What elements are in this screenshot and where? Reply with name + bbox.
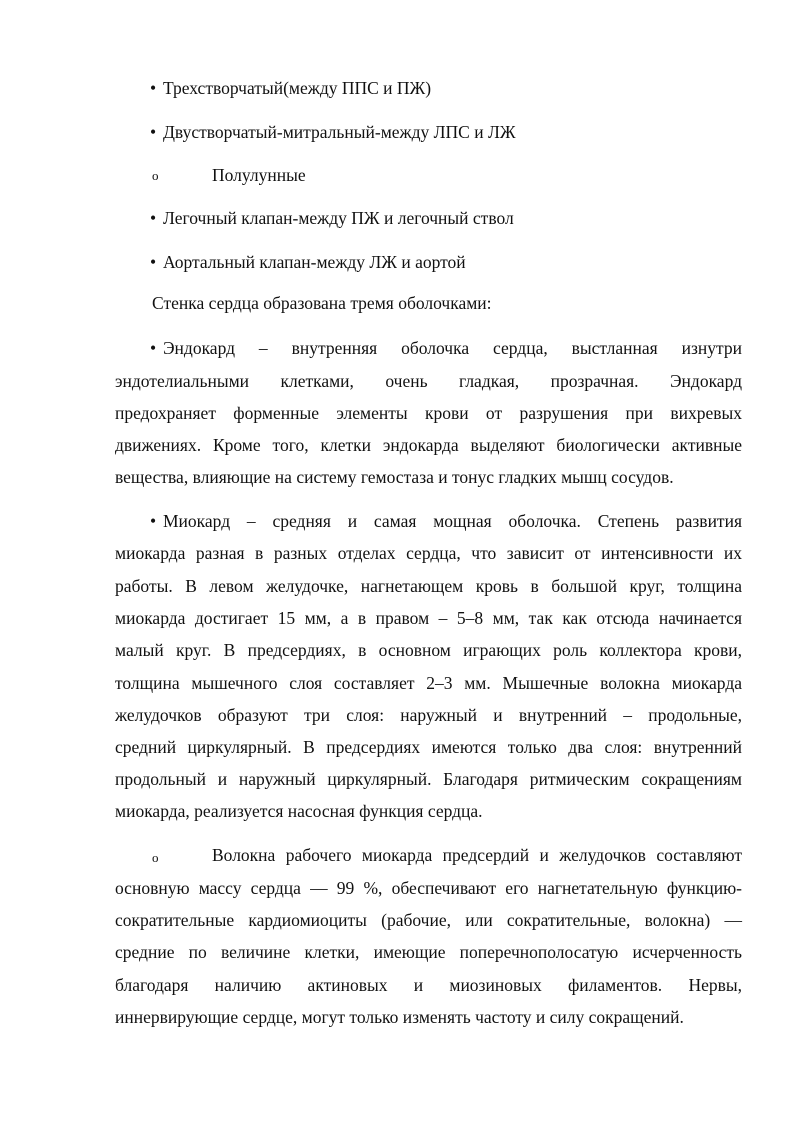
bullet: • xyxy=(150,511,157,531)
bullet: • xyxy=(150,252,157,272)
list-item: Трехстворчатый(между ППС и ПЖ) xyxy=(163,78,432,98)
paragraph-line: малый круг. В предсердиях, в основном играющих роль коллектора крови, xyxy=(115,640,742,660)
bullet: • xyxy=(150,122,157,142)
list-item: Полулунные xyxy=(212,165,306,185)
list-item: Двустворчатый-митральный-между ЛПС и ЛЖ xyxy=(163,122,516,142)
bullet: • xyxy=(150,78,157,98)
paragraph-line: продольный и наружный циркулярный. Благодаря ритмическим сокращениям xyxy=(115,769,742,789)
paragraph-line: вещества, влияющие на систему гемостаза и тонус гладких мышц сосудов. xyxy=(115,467,674,487)
paragraph-line: иннервирующие сердце, могут только изменять частоту и силу сокращений. xyxy=(115,1007,684,1027)
paragraph-line: движениях. Кроме того, клетки эндокарда выделяют биологически активные xyxy=(115,435,742,455)
paragraph-line: средний циркулярный. В предсердиях имеются только два слоя: внутренний xyxy=(115,737,742,757)
paragraph-line: Волокна рабочего миокарда предсердий и желудочков составляют xyxy=(212,845,742,865)
paragraph-line: эндотелиальными клетками, очень гладкая, прозрачная. Эндокард xyxy=(115,371,742,391)
list-item: Аортальный клапан-между ЛЖ и аортой xyxy=(163,252,466,272)
wall-intro-text: Стенка сердца образована тремя оболочками: xyxy=(152,293,492,313)
paragraph-line: желудочков образуют три слоя: наружный и внутренний – продольные, xyxy=(115,705,742,725)
sub-marker: o xyxy=(152,168,159,183)
paragraph-line: основную массу сердца — 99 %, обеспечивают его нагнетательную функцию- xyxy=(115,878,742,898)
paragraph-line: миокарда, реализуется насосная функция сердца. xyxy=(115,801,483,821)
paragraph-line: миокарда разная в разных отделах сердца, что зависит от интенсивности их xyxy=(115,543,742,563)
paragraph-line: сократительные кардиомиоциты (рабочие, или сократительные, волокна) — xyxy=(115,910,742,930)
paragraph-line: Миокард – средняя и самая мощная оболочка. Степень развития xyxy=(163,511,742,531)
bullet: • xyxy=(150,208,157,228)
list-item: Легочный клапан-между ПЖ и легочный ствол xyxy=(163,208,514,228)
paragraph-line: предохраняет форменные элементы крови от разрушения при вихревых xyxy=(115,403,742,423)
sub-marker: o xyxy=(152,850,159,865)
paragraph-line: средние по величине клетки, имеющие поперечнополосатую исчерченность xyxy=(115,942,742,962)
bullet: • xyxy=(150,338,157,358)
paragraph-line: работы. В левом желудочке, нагнетающем кровь в большой круг, толщина xyxy=(115,576,742,596)
paragraph-line: толщина мышечного слоя составляет 2–3 мм. Мышечные волокна миокарда xyxy=(115,673,742,693)
paragraph-line: благодаря наличию актиновых и миозиновых филаментов. Нервы, xyxy=(115,975,742,995)
paragraph-line: Эндокард – внутренняя оболочка сердца, выстланная изнутри xyxy=(163,338,742,358)
paragraph-line: миокарда достигает 15 мм, а в правом – 5–8 мм, так как отсюда начинается xyxy=(115,608,742,628)
